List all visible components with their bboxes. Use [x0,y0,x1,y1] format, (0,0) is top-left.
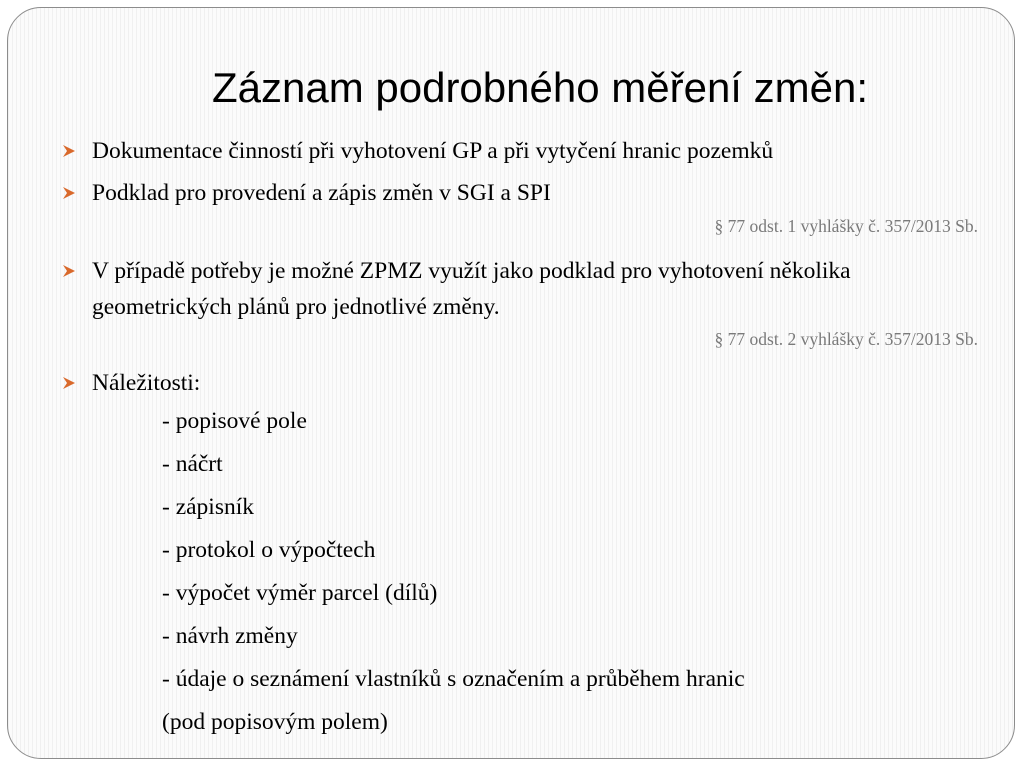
legal-reference-1: § 77 odst. 1 vyhlášky č. 357/2013 Sb. [714,216,978,236]
requirement-item: - návrh změny [162,623,298,649]
arrowhead-bullet-icon [62,144,76,158]
slide-title: Záznam podrobného měření změn: [211,64,869,111]
requirement-item: - údaje o seznámení vlastníků s označením a průběhem hranic [162,666,745,692]
arrowhead-bullet-icon [62,186,76,200]
requirement-item: - zápisník [162,494,255,520]
bullet-text: Náležitosti: [92,370,201,396]
arrowhead-bullet-icon [62,264,76,278]
bullet-text: Podklad pro provedení a zápis změn v SGI a SPI [92,180,551,206]
requirement-item: - protokol o výpočtech [162,537,376,563]
bullet-text: V případě potřeby je možné ZPMZ využít jako podklad pro vyhotovení několika geometrických plánů pro jednotlivé změny. [92,258,851,320]
bullet-text: Dokumentace činností při vyhotovení GP a při vytyčení hranic pozemků [92,138,774,164]
arrowhead-bullet-icon [62,376,76,390]
requirement-item: - náčrt [162,451,223,477]
bullet-item-multiple-plans [62,253,992,329]
slide-frame [7,7,1015,759]
requirement-item: - popisové pole [162,408,307,434]
legal-reference-2: § 77 odst. 2 vyhlášky č. 357/2013 Sb. [714,329,978,349]
requirement-item: - výpočet výměr parcel (dílů) [162,580,438,606]
requirement-item: (pod popisovým polem) [162,709,388,735]
